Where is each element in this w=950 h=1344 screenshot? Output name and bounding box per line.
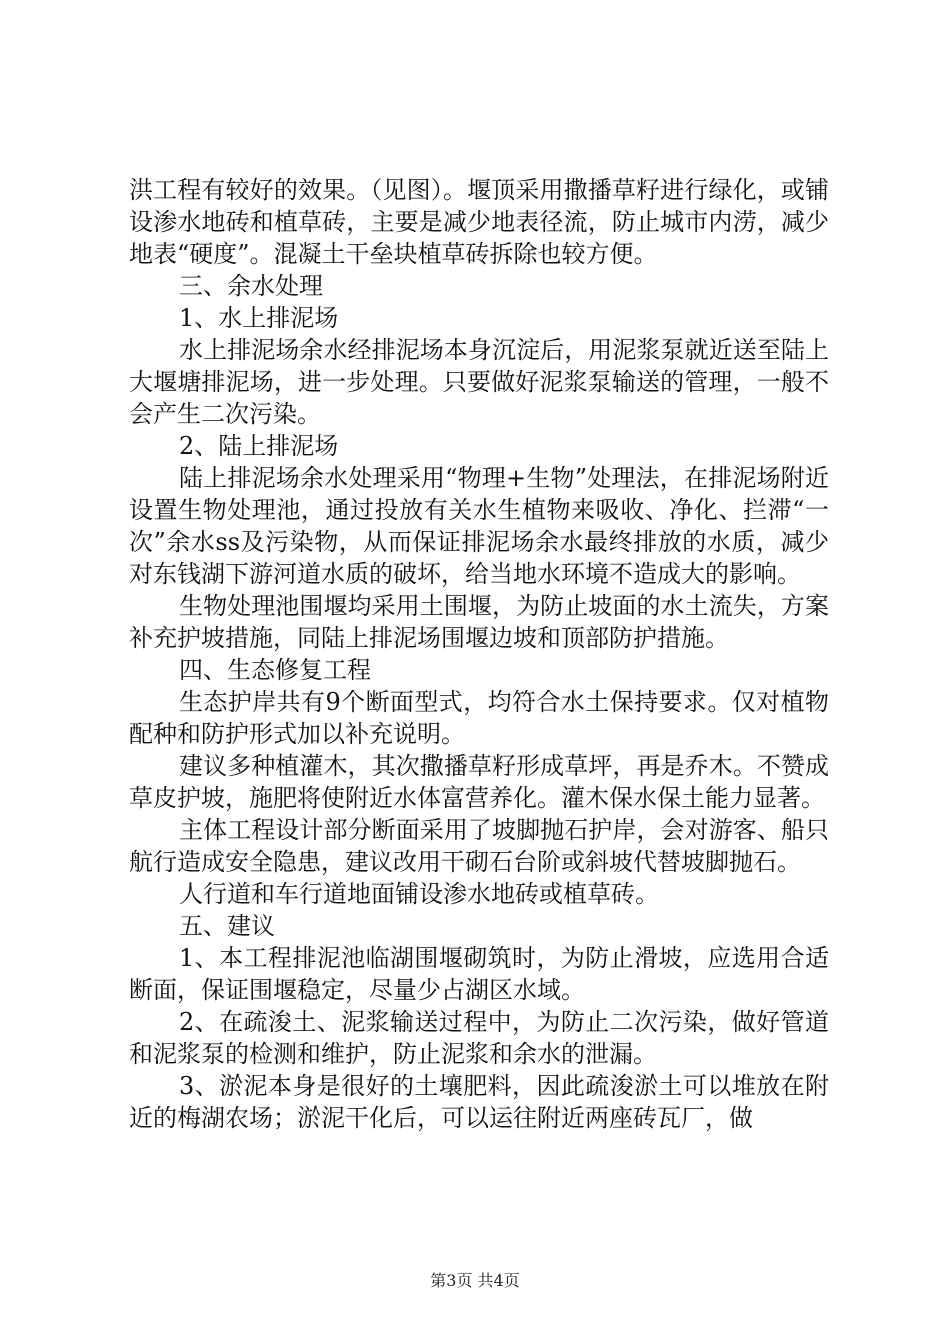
section-heading: 四、生态修复工程 [179, 656, 371, 684]
list-item: 1、本工程排泥池临湖围堰砌筑时，为防止滑坡，应选用合适断面，保证围堰稳定，尽量少占湖区水域。 [129, 944, 829, 1004]
subsection-heading: 2、陆上排泥场 [179, 432, 339, 460]
list-item: 2、在疏浚土、泥浆输送过程中，为防止二次污染，做好管道和泥浆泵的检测和维护，防止泥浆和余水的泄漏。 [129, 1008, 829, 1068]
page-number-footer: 第3页 共4页 [430, 1271, 520, 1290]
paragraph: 洪工程有较好的效果。（见图）。堰顶采用撒播草籽进行绿化，或铺设渗水地砖和植草砖，主要是减少地表径流，防止城市内涝，减少地表“硬度”。混凝土干垒块植草砖拆除也较方便。 [129, 176, 829, 268]
paragraph: 陆上排泥场余水处理采用“物理+生物”处理法，在排泥场附近设置生物处理池，通过投放有关水生植物来吸收、净化、拦滞“一次”余水ss及污染物，从而保证排泥场余水最终排放的水质，减少对东钱湖下游河道水质的破坏，给当地水环境不造成大的影响。 [129, 464, 829, 588]
paragraph: 生态护岸共有9个断面型式，均符合水土保持要求。仅对植物配种和防护形式加以补充说明。 [129, 688, 829, 748]
document-body [129, 174, 829, 1134]
section-heading: 三、余水处理 [179, 272, 323, 300]
paragraph: 建议多种植灌木，其次撒播草籽形成草坪，再是乔木。不赞成草皮护坡，施肥将使附近水体富营养化。灌木保水保土能力显著。 [129, 752, 829, 812]
paragraph: 主体工程设计部分断面采用了坡脚抛石护岸，会对游客、船只航行造成安全隐患，建议改用干砌石台阶或斜坡代替坡脚抛石。 [129, 816, 829, 876]
subsection-heading: 1、水上排泥场 [179, 304, 339, 332]
paragraph: 人行道和车行道地面铺设渗水地砖或植草砖。 [179, 880, 659, 908]
list-item: 3、淤泥本身是很好的土壤肥料，因此疏浚淤土可以堆放在附近的梅湖农场；淤泥干化后，可以运往附近两座砖瓦厂，做 [129, 1072, 829, 1132]
section-heading: 五、建议 [179, 912, 275, 940]
paragraph: 水上排泥场余水经排泥场本身沉淀后，用泥浆泵就近送至陆上大堰塘排泥场，进一步处理。只要做好泥浆泵输送的管理，一般不会产生二次污染。 [129, 336, 829, 428]
paragraph: 生物处理池围堰均采用土围堰，为防止坡面的水土流失，方案补充护坡措施，同陆上排泥场围堰边坡和顶部防护措施。 [129, 592, 829, 652]
